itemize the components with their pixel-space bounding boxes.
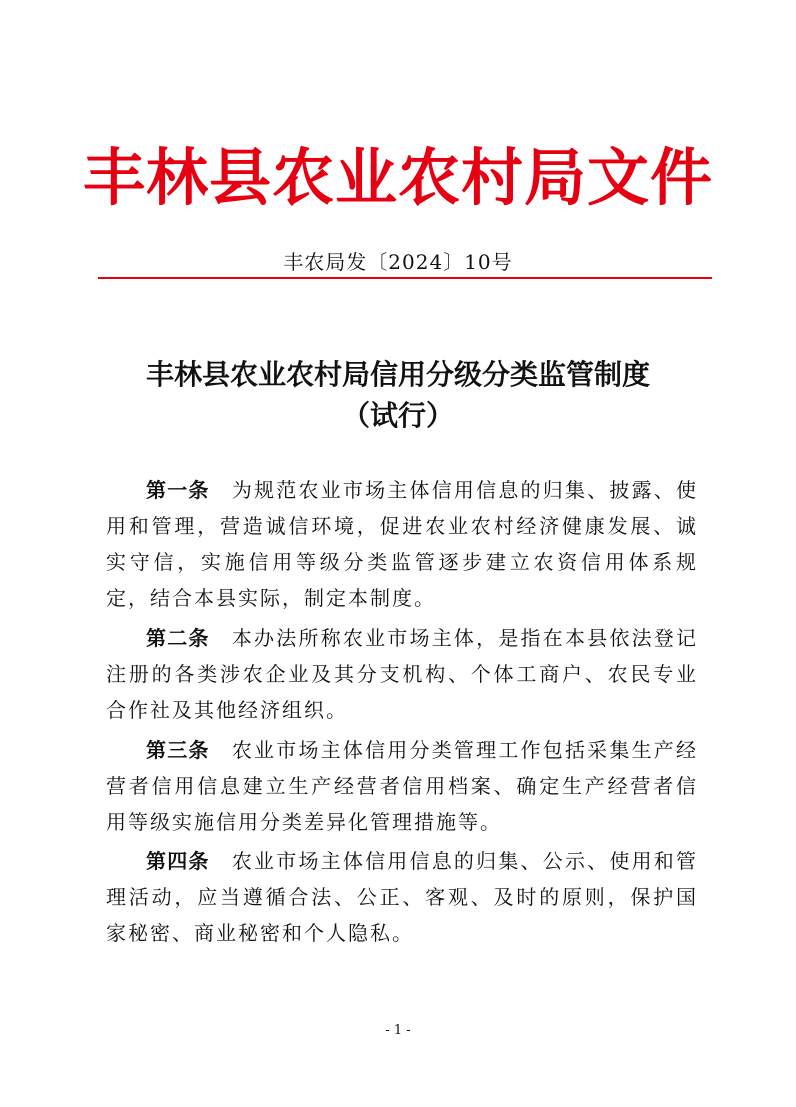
- article-3: [106, 732, 698, 840]
- article-2: [106, 620, 698, 728]
- document-title: 丰林县农业农村局信用分级分类监管制度: [145, 358, 650, 391]
- article-text: 农业市场主体信用分类管理工作包括采集生产经营者信用信息建立生产经营者信用档案、确定生产经营者信用等级实施信用分类差异化管理措施等。: [106, 738, 698, 834]
- article-label: 第三条: [146, 738, 210, 762]
- article-paragraph: [106, 732, 698, 840]
- article-label: 第四条: [146, 849, 210, 873]
- document-subtitle: （试行）: [341, 399, 454, 432]
- article-text: 农业市场主体信用信息的归集、公示、使用和管理活动，应当遵循合法、公正、客观、及时的原则，保护国家秘密、商业秘密和个人隐私。: [106, 849, 698, 945]
- article-label: 第二条: [146, 626, 210, 650]
- article-paragraph: [106, 843, 698, 951]
- article-paragraph: [106, 472, 698, 616]
- page-number: - 1 -: [385, 1023, 411, 1038]
- article-paragraph: [106, 620, 698, 728]
- article-4: [106, 843, 698, 951]
- document-number: 丰农局发〔2024〕10号: [283, 250, 513, 274]
- issuing-authority-header: 丰林县农业农村局文件: [82, 141, 713, 214]
- red-divider-line: [98, 277, 712, 279]
- article-label: 第一条: [146, 478, 210, 502]
- article-text: 为规范农业市场主体信用信息的归集、披露、使用和管理，营造诚信环境，促进农业农村经济健康发展、诚实守信，实施信用等级分类监管逐步建立农资信用体系规定，结合本县实际，制定本制度。: [106, 478, 698, 610]
- article-1: [106, 472, 698, 616]
- article-text: 本办法所称农业市场主体，是指在本县依法登记注册的各类涉农企业及其分支机构、个体工商户、农民专业合作社及其他经济组织。: [106, 626, 698, 722]
